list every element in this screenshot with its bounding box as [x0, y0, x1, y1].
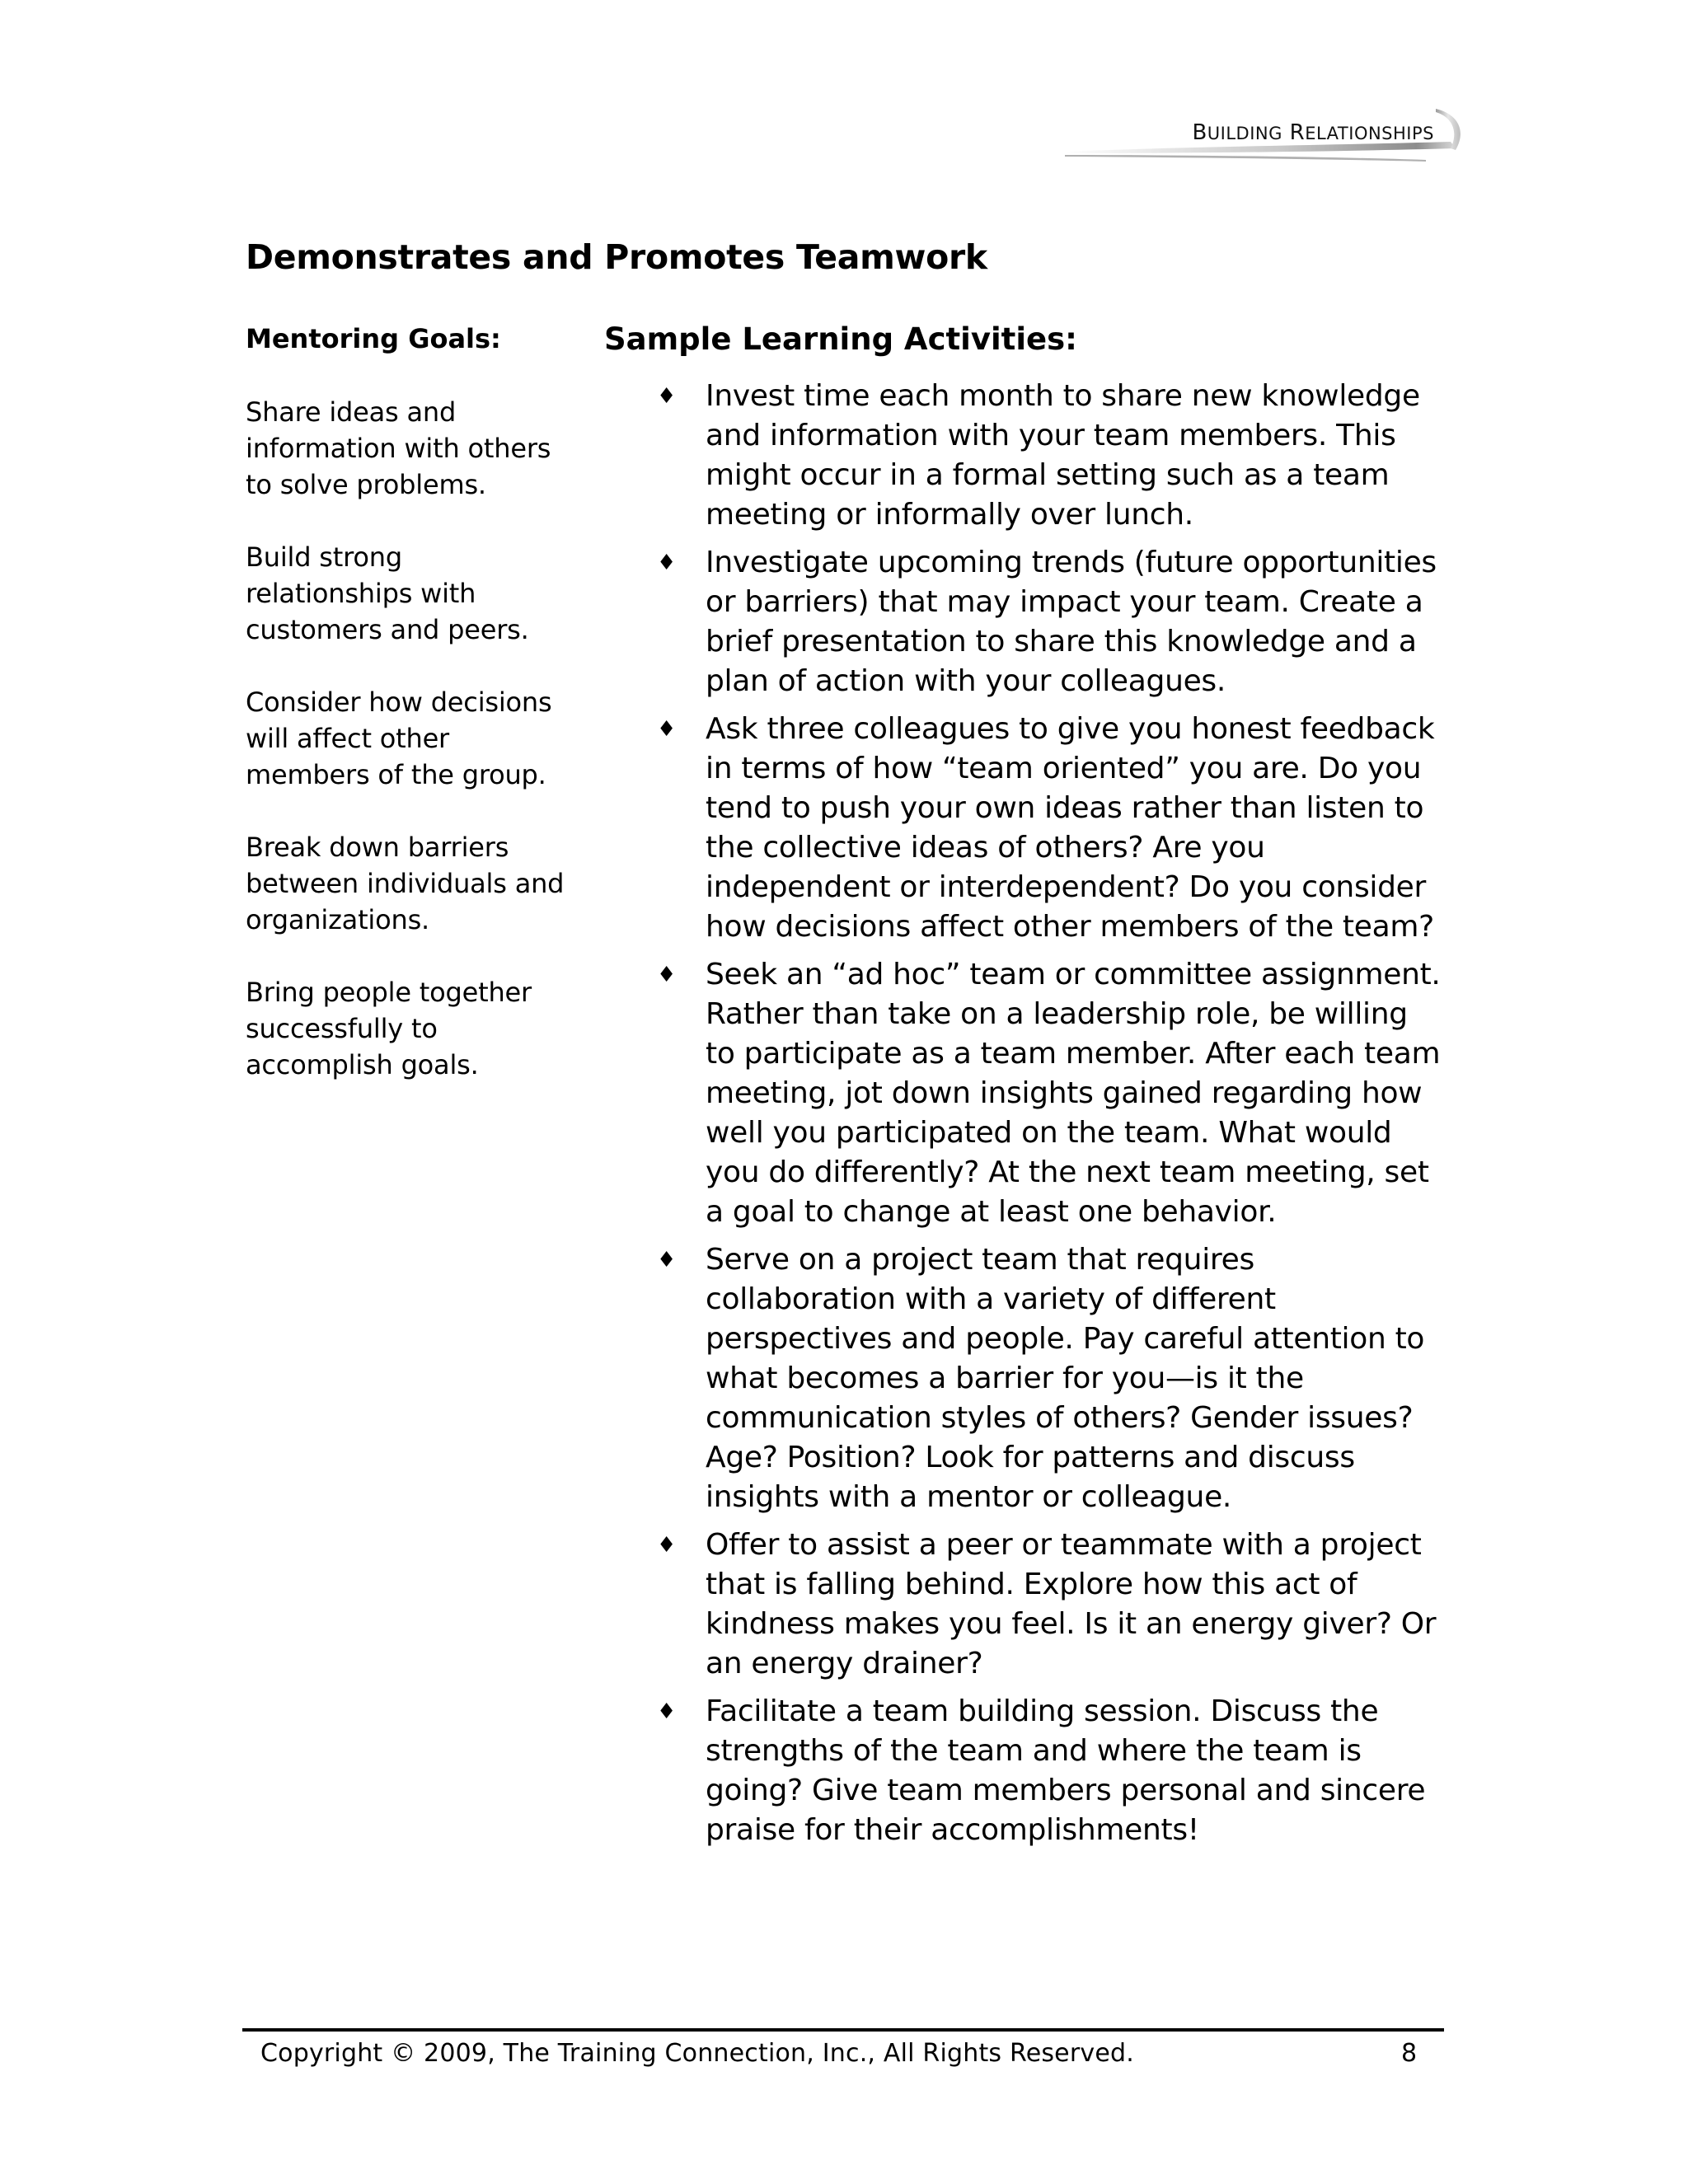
diamond-bullet-icon: ♦ — [657, 717, 677, 742]
activity-item — [604, 955, 1445, 1232]
diamond-bullet-icon: ♦ — [657, 551, 677, 575]
activity-item — [604, 543, 1445, 701]
section-title-initial-1: B — [1192, 120, 1207, 145]
activity-text: Ask three colleagues to give you honest feedback in terms of how “team oriented” you are. Do you tend to push your own ideas rather than listen to the collective ideas of others? Are you independent or interdependent? Do you consider how decisions affect other members of the team? — [706, 712, 1435, 944]
activity-item — [604, 710, 1445, 947]
diamond-bullet-icon: ♦ — [657, 963, 677, 987]
activity-text: Seek an “ad hoc” team or committee assignment. Rather than take on a leadership role, be willing to participate as a team member. After each team meeting, jot down insights gained regarding how well you participated on the team. What would you do differently? At the next team meeting, set a goal to change at least one behavior. — [706, 958, 1441, 1229]
mentoring-goal: Bring people together successfully to accomplish goals. — [246, 977, 532, 1080]
learning-activities-column — [604, 321, 1445, 1858]
activity-text: Investigate upcoming trends (future opportunities or barriers) that may impact your team. Create a brief presentation to share this knowledge and a plan of action with your colleagues. — [706, 546, 1437, 698]
footer-rule — [242, 2028, 1444, 2032]
activity-text: Offer to assist a peer or teammate with a project that is falling behind. Explore how this act of kindness makes you feel. Is it an energy giver? Or an energy drainer? — [706, 1528, 1437, 1680]
page-title: Demonstrates and Promotes Teamwork — [246, 237, 987, 277]
activity-item — [604, 1240, 1445, 1517]
mentoring-goal: Consider how decisions will affect other members of the group. — [246, 687, 552, 790]
diamond-bullet-icon: ♦ — [657, 1699, 677, 1724]
section-title — [1192, 120, 1434, 145]
section-title-initial-2: R — [1289, 120, 1306, 145]
mentoring-goal: Build strong relationships with customers and peers. — [246, 541, 529, 645]
activity-text: Invest time each month to share new knowledge and information with your team members. This might occur in a formal setting such as a team meeting or informally over lunch. — [706, 379, 1420, 532]
activity-list — [604, 377, 1445, 1850]
page-number: 8 — [1401, 2039, 1418, 2068]
mentoring-goal: Share ideas and information with others to solve problems. — [246, 396, 551, 500]
diamond-bullet-icon: ♦ — [657, 1248, 677, 1272]
activity-text: Facilitate a team building session. Discuss the strengths of the team and where the team is going? Give team members personal and sincere praise for their accomplishments! — [706, 1694, 1426, 1847]
mentoring-goal: Break down barriers between individuals and organizations. — [246, 832, 565, 935]
mentoring-goals-heading: Mentoring Goals: — [246, 323, 501, 354]
section-title-rest-1: UILDING — [1207, 124, 1282, 143]
running-header — [1063, 105, 1469, 163]
section-title-rest-2: ELATIONSHIPS — [1305, 124, 1434, 143]
diamond-bullet-icon: ♦ — [657, 384, 677, 409]
diamond-bullet-icon: ♦ — [657, 1533, 677, 1558]
activity-item — [604, 377, 1445, 535]
activity-item — [604, 1526, 1445, 1684]
activity-item — [604, 1692, 1445, 1850]
footer-copyright: Copyright © 2009, The Training Connection, Inc., All Rights Reserved. — [260, 2039, 1134, 2068]
learning-activities-heading: Sample Learning Activities: — [604, 321, 1077, 357]
activity-text: Serve on a project team that requires collaboration with a variety of different perspectives and people. Pay careful attention to what becomes a barrier for you—is it the communication styles of others? Gender issues? Age? Position? Look for patterns and discuss insights with a mentor or colleague. — [706, 1243, 1425, 1514]
mentoring-goals-column — [246, 323, 592, 1119]
